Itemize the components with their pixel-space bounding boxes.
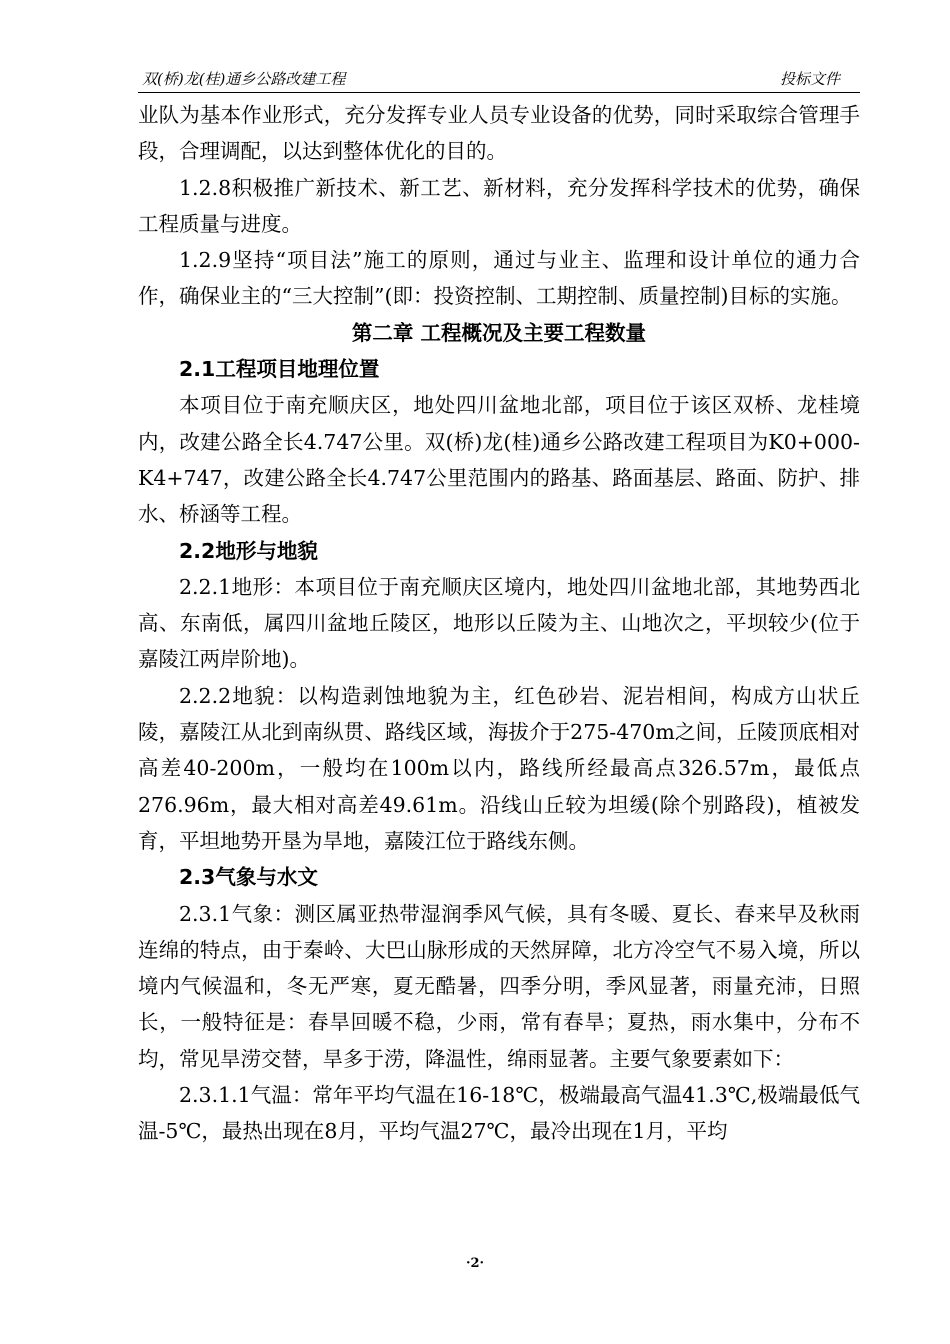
document-body [138,97,860,1150]
paragraph-continued: 业队为基本作业形式，充分发挥专业人员专业设备的优势，同时采取综合管理手段，合理调配，以达到整体优化的目的。 [138,103,860,164]
section-heading-2-3: 2.3气象与水文 [179,865,318,890]
paragraph-2-2-2: 2.2.2地貌：以构造剥蚀地貌为主，红色砂岩、泥岩相间，构成方山状丘陵，嘉陵江从北到南纵贯、路线区域，海拔介于275-470m之间，丘陵顶底相对高差40-200m，一般均在100m以内，路线所经最高点326.57m，最低点276.96m，最大相对高差49.61m。沿线山丘较为坦缓(除个别路段)，植被发育，平坦地势开垦为旱地，嘉陵江位于路线东侧。 [138,683,860,853]
header-project-title: 双(桥)龙(桂)通乡公路改建工程 [142,70,346,88]
chapter-heading: 第二章 工程概况及主要工程数量 [351,320,647,345]
paragraph-2-2-1: 2.2.1地形：本项目位于南充顺庆区境内，地处四川盆地北部，其地势西北高、东南低，属四川盆地丘陵区，地形以丘陵为主、山地次之，平坝较少(位于嘉陵江两岸阶地)。 [138,574,860,672]
paragraph-2-3-1: 2.3.1气象：测区属亚热带湿润季风气候，具有冬暖、夏长、春来早及秋雨连绵的特点，由于秦岭、大巴山脉形成的天然屏障，北方冷空气不易入境，所以境内气候温和，冬无严寒，夏无酷暑，四季分明，季风显著，雨量充沛，日照长，一般特征是：春旱回暖不稳，少雨，常有春旱；夏热，雨水集中，分布不均，常见旱涝交替，旱多于涝，降温性，绵雨显著。主要气象要素如下： [138,901,860,1071]
header-document-type: 投标文件 [779,70,840,88]
section-heading-2-1: 2.1工程项目地理位置 [179,357,380,382]
paragraph-1-2-9: 1.2.9坚持“项目法”施工的原则，通过与业主、监理和设计单位的通力合作，确保业主的“三大控制”(即：投资控制、工期控制、质量控制)目标的实施。 [138,248,860,309]
section-heading-2-2: 2.2地形与地貌 [179,538,318,563]
paragraph-1-2-8: 1.2.8积极推广新技术、新工艺、新材料，充分发挥科学技术的优势，确保工程质量与进度。 [138,175,860,236]
page-number: ·2· [465,1256,485,1271]
paragraph-2-1: 本项目位于南充顺庆区，地处四川盆地北部，项目位于该区双桥、龙桂境内，改建公路全长4.747公里。双(桥)龙(桂)通乡公路改建工程项目为K0+000-K4+747，改建公路全长4.747公里范围内的路基、路面基层、路面、防护、排水、桥涵等工程。 [138,393,860,527]
page-header [138,66,860,93]
paragraph-2-3-1-1: 2.3.1.1气温：常年平均气温在16-18℃，极端最高气温41.3℃,极端最低气温-5℃，最热出现在8月，平均气温27℃，最冷出现在1月，平均 [138,1083,860,1144]
